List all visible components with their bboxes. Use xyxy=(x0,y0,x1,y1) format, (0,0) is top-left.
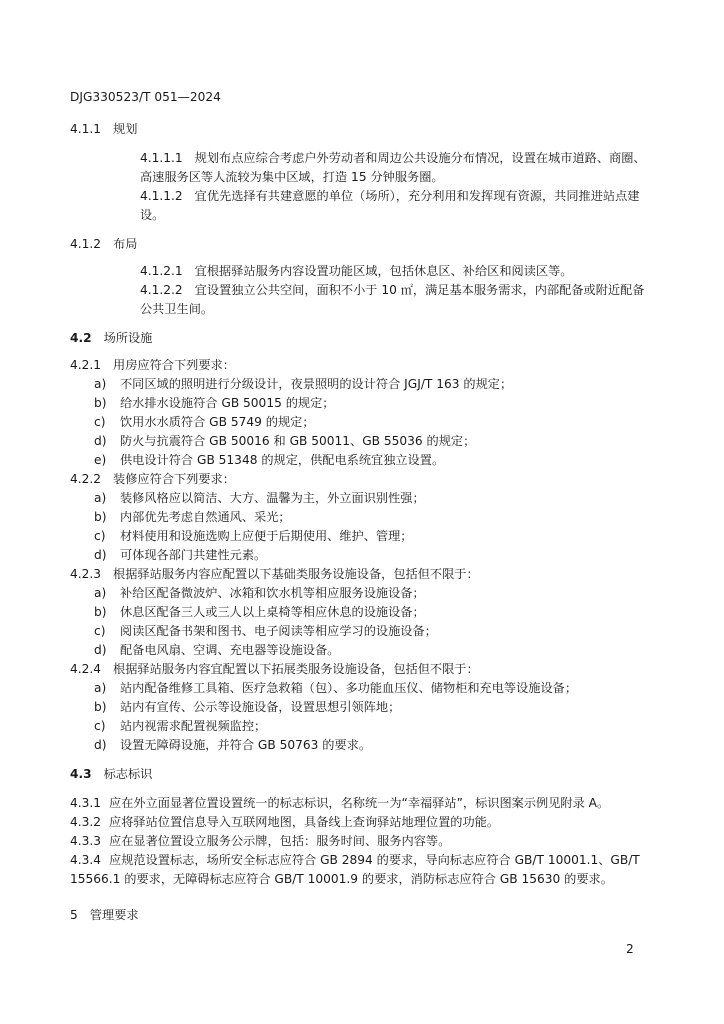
list-label: b) xyxy=(94,605,107,619)
list-item xyxy=(94,508,291,527)
section-4-2-heading xyxy=(70,329,152,348)
list-label: d) xyxy=(94,643,107,657)
clause-4-1-2-1 xyxy=(140,262,572,281)
clause-text: 应规范设置标志，场所安全标志应符合 GB 2894 的要求，导向标志应符合 GB/T 10001.1、GB/T xyxy=(109,853,640,867)
clause-number: 4.3.4 xyxy=(70,853,102,867)
list-label: b) xyxy=(94,396,107,410)
clause-text: 应将驿站位置信息导入互联网地图，具备线上查询驿站地理位置的功能。 xyxy=(109,815,500,829)
list-label: e) xyxy=(94,453,107,467)
list-label: a) xyxy=(94,681,107,695)
clause-4-1-2-heading xyxy=(70,235,137,254)
clause-number: 4.3.2 xyxy=(70,815,102,829)
list-label: d) xyxy=(94,738,107,752)
clause-4-1-1-1 xyxy=(140,149,646,168)
list-label: c) xyxy=(94,719,106,733)
list-item xyxy=(94,546,266,565)
page-number: 2 xyxy=(626,942,634,956)
list-item xyxy=(94,375,512,394)
list-item xyxy=(94,679,577,698)
clause-4-2-4 xyxy=(70,660,479,679)
list-item xyxy=(94,717,266,736)
list-text: 装修风格应以简洁、大方、温馨为主，外立面识别性强； xyxy=(120,491,425,505)
section-number: 4.3 xyxy=(70,767,92,781)
list-label: c) xyxy=(94,415,106,429)
section-number: 5 xyxy=(70,908,78,922)
list-item xyxy=(94,413,315,432)
clause-text: 用房应符合下列要求： xyxy=(113,358,235,372)
clause-number: 4.2.2 xyxy=(70,472,102,486)
list-text: 设置无障碍设施，并符合 GB 50763 的要求。 xyxy=(120,738,372,752)
list-text: 配备电风扇、空调、充电器等设施设备。 xyxy=(120,643,340,657)
clause-title: 规划 xyxy=(113,122,138,136)
list-text: 阅读区配备书架和图书、电子阅读等相应学习的设施设备； xyxy=(120,624,437,638)
clause-text: 根据驿站服务内容宜配置以下拓展类服务设施设备，包括但不限于： xyxy=(113,662,479,676)
clause-4-3-4 xyxy=(70,851,640,870)
list-item xyxy=(94,603,425,622)
clause-text: 装修应符合下列要求： xyxy=(113,472,235,486)
list-text: 站内有宣传、公示等设施设备，设置思想引领阵地； xyxy=(120,700,401,714)
clause-number: 4.3.1 xyxy=(70,796,102,810)
clause-number: 4.2.1 xyxy=(70,358,102,372)
clause-text: 规划布点应综合考虑户外劳动者和周边公共设施分布情况，设置在城市道路、商圈、 xyxy=(194,151,646,165)
clause-4-1-2-2-continued: 公共卫生间。 xyxy=(140,302,214,316)
list-label: a) xyxy=(94,586,107,600)
clause-text: 宜根据驿站服务内容设置功能区域，包括休息区、补给区和阅读区等。 xyxy=(194,264,573,278)
list-item xyxy=(94,622,437,641)
list-text: 内部优先考虑自然通风、采光； xyxy=(120,510,291,524)
list-text: 供电设计符合 GB 51348 的规定，供配电系统宜独立设置。 xyxy=(120,453,445,467)
list-label: d) xyxy=(94,548,107,562)
list-item xyxy=(94,432,475,451)
clause-number: 4.2.3 xyxy=(70,567,102,581)
clause-4-3-3 xyxy=(70,832,450,851)
list-text: 不同区域的照明进行分级设计，夜景照明的设计符合 JGJ/T 163 的规定； xyxy=(120,377,513,391)
clause-number: 4.3.3 xyxy=(70,834,102,848)
clause-4-3-2 xyxy=(70,813,499,832)
list-label: c) xyxy=(94,624,106,638)
list-label: a) xyxy=(94,377,107,391)
clause-4-2-2 xyxy=(70,470,235,489)
list-item xyxy=(94,451,444,470)
list-text: 补给区配备微波炉、冰箱和饮水机等相应服务设施设备； xyxy=(120,586,425,600)
list-text: 材料使用和设施选购上应便于后期使用、维护、管理； xyxy=(120,529,413,543)
list-text: 站内配备维修工具箱、医疗急救箱（包）、多功能血压仪、储物柜和充电等设施设备； xyxy=(120,681,578,695)
list-text: 站内视需求配置视频监控； xyxy=(120,719,267,733)
list-text: 给水排水设施符合 GB 50015 的规定； xyxy=(120,396,335,410)
list-item xyxy=(94,641,339,660)
list-item xyxy=(94,489,425,508)
clause-number: 4.2.4 xyxy=(70,662,102,676)
section-number: 4.2 xyxy=(70,331,92,345)
clause-number: 4.1.2 xyxy=(70,237,102,251)
list-text: 饮用水水质符合 GB 5749 的规定； xyxy=(120,415,315,429)
list-item xyxy=(94,394,334,413)
clause-text: 根据驿站服务内容应配置以下基础类服务设施设备，包括但不限于： xyxy=(113,567,479,581)
clause-4-1-2-2 xyxy=(140,281,644,300)
clause-number: 4.1.2.2 xyxy=(140,283,183,297)
clause-number: 4.1.1 xyxy=(70,122,102,136)
list-text: 可体现各部门共建性元素。 xyxy=(120,548,267,562)
section-title: 场所设施 xyxy=(103,331,153,345)
list-text: 休息区配备三人或三人以上桌椅等相应休息的设施设备； xyxy=(120,605,425,619)
clause-number: 4.1.2.1 xyxy=(140,264,183,278)
list-label: a) xyxy=(94,491,107,505)
list-item xyxy=(94,527,413,546)
clause-4-3-4-continued: 15566.1 的要求，无障碍标志应符合 GB/T 10001.9 的要求，消防标志应符合 GB 15630 的要求。 xyxy=(70,872,613,886)
list-text: 防火与抗震符合 GB 50016 和 GB 50011、GB 55036 的规定； xyxy=(120,434,476,448)
list-label: b) xyxy=(94,510,107,524)
clause-4-3-1 xyxy=(70,794,609,813)
clause-4-2-3 xyxy=(70,565,479,584)
clause-4-1-1-2-continued: 设。 xyxy=(140,208,165,222)
clause-text: 宜优先选择有共建意愿的单位（场所），充分利用和发挥现有资源，共同推进站点建 xyxy=(194,189,640,203)
section-title: 标志标识 xyxy=(103,767,153,781)
clause-title: 布局 xyxy=(113,237,138,251)
list-label: b) xyxy=(94,700,107,714)
list-item xyxy=(94,736,371,755)
clause-number: 4.1.1.1 xyxy=(140,151,183,165)
section-5-heading xyxy=(70,906,139,925)
document-code: DJG330523/T 051—2024 xyxy=(70,90,221,104)
section-4-3-heading xyxy=(70,765,152,784)
clause-4-2-1 xyxy=(70,356,235,375)
section-title: 管理要求 xyxy=(89,908,139,922)
clause-number: 4.1.1.2 xyxy=(140,189,183,203)
clause-text: 应在外立面显著位置设置统一的标志标识，名称统一为“幸福驿站”，标识图案示例见附录 A。 xyxy=(109,796,610,810)
list-item xyxy=(94,698,400,717)
clause-text: 宜设置独立公共空间，面积不小于 10 ㎡，满足基本服务需求，内部配备或附近配备 xyxy=(194,283,645,297)
clause-4-1-1-1-continued: 高速服务区等人流较为集中区域，打造 15 分钟服务圈。 xyxy=(140,170,444,184)
list-label: c) xyxy=(94,529,106,543)
list-label: d) xyxy=(94,434,107,448)
list-item xyxy=(94,584,425,603)
clause-4-1-1-2 xyxy=(140,187,639,206)
clause-text: 应在显著位置设立服务公示牌，包括：服务时间、服务内容等。 xyxy=(109,834,451,848)
clause-4-1-1-heading xyxy=(70,120,137,139)
